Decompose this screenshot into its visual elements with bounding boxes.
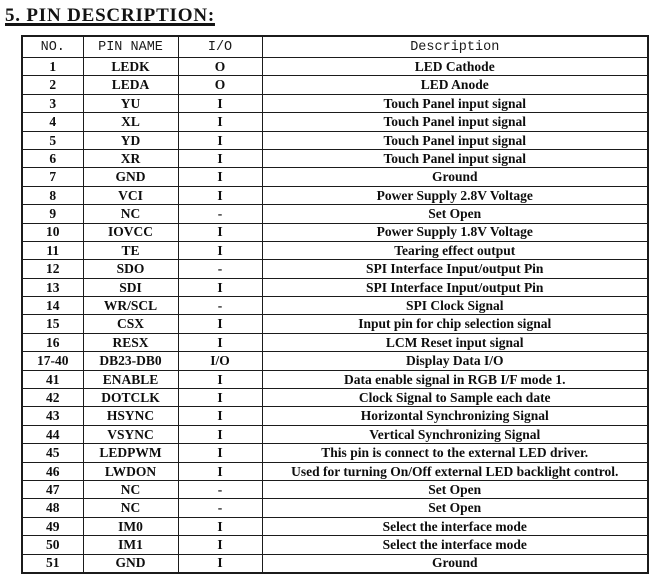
pin-name-cell: CSX — [83, 315, 178, 333]
description-cell: LED Cathode — [262, 58, 648, 76]
header-row — [22, 36, 648, 58]
pin-name-cell: RESX — [83, 333, 178, 351]
pin-name-cell: IM0 — [83, 517, 178, 535]
io-cell: - — [178, 480, 262, 498]
pin-no-cell: 46 — [22, 462, 83, 480]
io-cell: I — [178, 444, 262, 462]
pin-no-cell: 9 — [22, 205, 83, 223]
description-cell: SPI Interface Input/output Pin — [262, 278, 648, 296]
table-row — [22, 278, 648, 296]
pin-name-cell: DB23-DB0 — [83, 352, 178, 370]
table-row — [22, 260, 648, 278]
io-cell: I — [178, 315, 262, 333]
table-row — [22, 517, 648, 535]
pin-name-cell: GND — [83, 554, 178, 573]
table-row — [22, 425, 648, 443]
pin-name-cell: LEDA — [83, 76, 178, 94]
description-cell: Touch Panel input signal — [262, 94, 648, 112]
pin-no-cell: 42 — [22, 389, 83, 407]
description-cell: LED Anode — [262, 76, 648, 94]
pin-name-cell: LEDPWM — [83, 444, 178, 462]
io-cell: I — [178, 186, 262, 204]
description-cell: Set Open — [262, 499, 648, 517]
description-cell: Touch Panel input signal — [262, 113, 648, 131]
io-cell: I — [178, 517, 262, 535]
pin-name-cell: NC — [83, 499, 178, 517]
table-row — [22, 76, 648, 94]
pin-name-cell: IOVCC — [83, 223, 178, 241]
description-cell: Tearing effect output — [262, 241, 648, 259]
pin-no-cell: 7 — [22, 168, 83, 186]
pin-no-cell: 41 — [22, 370, 83, 388]
io-cell: - — [178, 297, 262, 315]
description-cell: Horizontal Synchronizing Signal — [262, 407, 648, 425]
table-row — [22, 149, 648, 167]
io-cell: O — [178, 76, 262, 94]
io-cell: I — [178, 241, 262, 259]
table-row — [22, 186, 648, 204]
io-cell: I — [178, 389, 262, 407]
pin-name-cell: TE — [83, 241, 178, 259]
io-cell: I — [178, 168, 262, 186]
io-cell: I — [178, 333, 262, 351]
io-cell: I — [178, 554, 262, 573]
io-cell: I — [178, 94, 262, 112]
pin-name-cell: GND — [83, 168, 178, 186]
pin-name-cell: YU — [83, 94, 178, 112]
pin-name-cell: ENABLE — [83, 370, 178, 388]
pin-no-cell: 17-40 — [22, 352, 83, 370]
description-cell: Power Supply 1.8V Voltage — [262, 223, 648, 241]
pin-name-cell: SDI — [83, 278, 178, 296]
io-cell: - — [178, 260, 262, 278]
description-cell: Vertical Synchronizing Signal — [262, 425, 648, 443]
header-pin-name: PIN NAME — [83, 36, 178, 58]
table-row — [22, 58, 648, 76]
pin-no-cell: 15 — [22, 315, 83, 333]
description-cell: Clock Signal to Sample each date — [262, 389, 648, 407]
table-row — [22, 352, 648, 370]
pin-no-cell: 45 — [22, 444, 83, 462]
io-cell: I — [178, 149, 262, 167]
pin-no-cell: 51 — [22, 554, 83, 573]
pin-name-cell: XL — [83, 113, 178, 131]
pin-no-cell: 44 — [22, 425, 83, 443]
description-cell: Select the interface mode — [262, 536, 648, 554]
description-cell: Used for turning On/Off external LED backlight control. — [262, 462, 648, 480]
pin-no-cell: 48 — [22, 499, 83, 517]
description-cell: SPI Interface Input/output Pin — [262, 260, 648, 278]
table-row — [22, 444, 648, 462]
table-row — [22, 315, 648, 333]
pin-name-cell: NC — [83, 480, 178, 498]
pin-table-container — [21, 35, 650, 574]
description-cell: Power Supply 2.8V Voltage — [262, 186, 648, 204]
description-cell: Ground — [262, 554, 648, 573]
table-row — [22, 480, 648, 498]
description-cell: Data enable signal in RGB I/F mode 1. — [262, 370, 648, 388]
io-cell: I — [178, 131, 262, 149]
pin-no-cell: 8 — [22, 186, 83, 204]
table-row — [22, 297, 648, 315]
pin-name-cell: DOTCLK — [83, 389, 178, 407]
table-row — [22, 407, 648, 425]
pin-no-cell: 12 — [22, 260, 83, 278]
table-body — [22, 58, 648, 573]
pin-no-cell: 47 — [22, 480, 83, 498]
io-cell: I/O — [178, 352, 262, 370]
pin-name-cell: WR/SCL — [83, 297, 178, 315]
io-cell: - — [178, 205, 262, 223]
description-cell: Set Open — [262, 480, 648, 498]
pin-name-cell: LEDK — [83, 58, 178, 76]
pin-no-cell: 5 — [22, 131, 83, 149]
description-cell: Display Data I/O — [262, 352, 648, 370]
table-row — [22, 389, 648, 407]
pin-name-cell: YD — [83, 131, 178, 149]
io-cell: I — [178, 370, 262, 388]
table-row — [22, 333, 648, 351]
pin-name-cell: VCI — [83, 186, 178, 204]
description-cell: Touch Panel input signal — [262, 149, 648, 167]
pin-name-cell: SDO — [83, 260, 178, 278]
pin-no-cell: 49 — [22, 517, 83, 535]
pin-no-cell: 2 — [22, 76, 83, 94]
description-cell: Ground — [262, 168, 648, 186]
table-row — [22, 205, 648, 223]
pin-no-cell: 14 — [22, 297, 83, 315]
table-row — [22, 113, 648, 131]
section-title: 5. PIN DESCRIPTION: — [5, 5, 215, 26]
io-cell: I — [178, 223, 262, 241]
table-row — [22, 241, 648, 259]
pin-name-cell: VSYNC — [83, 425, 178, 443]
description-cell: LCM Reset input signal — [262, 333, 648, 351]
table-row — [22, 554, 648, 573]
pin-no-cell: 4 — [22, 113, 83, 131]
pin-name-cell: NC — [83, 205, 178, 223]
description-cell: Select the interface mode — [262, 517, 648, 535]
pin-name-cell: IM1 — [83, 536, 178, 554]
io-cell: I — [178, 113, 262, 131]
pin-no-cell: 10 — [22, 223, 83, 241]
header-no: NO. — [22, 36, 83, 58]
pin-no-cell: 6 — [22, 149, 83, 167]
io-cell: I — [178, 462, 262, 480]
table-row — [22, 223, 648, 241]
description-cell: Touch Panel input signal — [262, 131, 648, 149]
description-cell: Set Open — [262, 205, 648, 223]
table-row — [22, 131, 648, 149]
pin-name-cell: LWDON — [83, 462, 178, 480]
pin-no-cell: 3 — [22, 94, 83, 112]
pin-no-cell: 11 — [22, 241, 83, 259]
io-cell: O — [178, 58, 262, 76]
io-cell: I — [178, 407, 262, 425]
io-cell: - — [178, 499, 262, 517]
table-row — [22, 499, 648, 517]
header-io: I/O — [178, 36, 262, 58]
table-row — [22, 536, 648, 554]
io-cell: I — [178, 536, 262, 554]
pin-description-table — [21, 35, 649, 574]
table-row — [22, 94, 648, 112]
table-row — [22, 370, 648, 388]
table-header — [22, 36, 648, 58]
io-cell: I — [178, 278, 262, 296]
pin-no-cell: 43 — [22, 407, 83, 425]
pin-name-cell: XR — [83, 149, 178, 167]
pin-name-cell: HSYNC — [83, 407, 178, 425]
io-cell: I — [178, 425, 262, 443]
pin-no-cell: 50 — [22, 536, 83, 554]
description-cell: SPI Clock Signal — [262, 297, 648, 315]
description-cell: This pin is connect to the external LED driver. — [262, 444, 648, 462]
description-cell: Input pin for chip selection signal — [262, 315, 648, 333]
pin-no-cell: 16 — [22, 333, 83, 351]
table-row — [22, 462, 648, 480]
pin-no-cell: 1 — [22, 58, 83, 76]
pin-no-cell: 13 — [22, 278, 83, 296]
header-description: Description — [262, 36, 648, 58]
table-row — [22, 168, 648, 186]
